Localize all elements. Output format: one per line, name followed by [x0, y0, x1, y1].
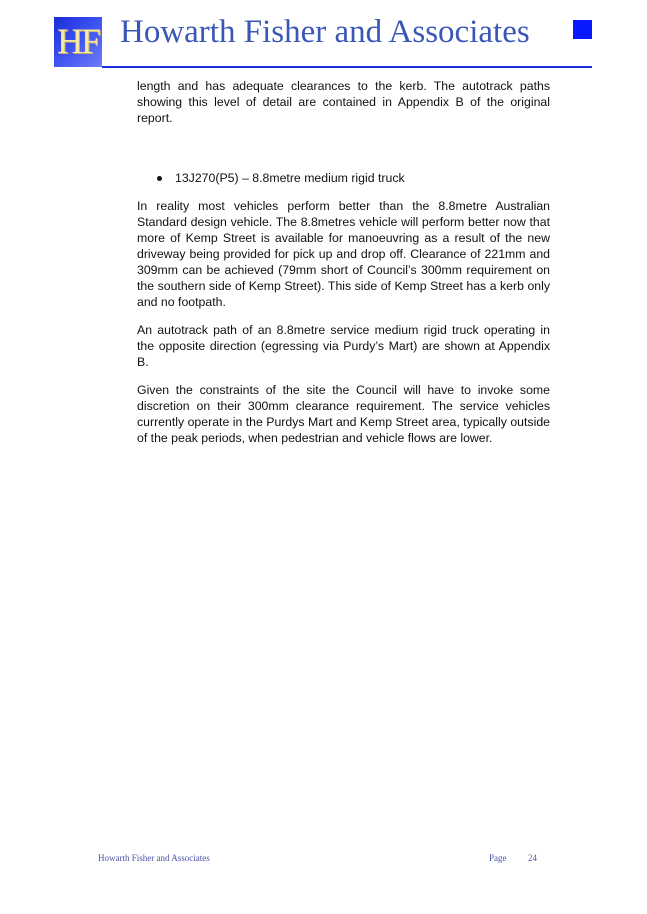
- paragraph-3: An autotrack path of an 8.8metre service medium rigid truck operating in the opposite direction (egressing via Purdy’s Mart) are shown at Appendix B.: [137, 323, 550, 369]
- document-body: [137, 78, 550, 446]
- footer-company-name: Howarth Fisher and Associates: [98, 853, 210, 863]
- footer-page-number: 24: [528, 853, 537, 863]
- header-square-decoration: [573, 20, 592, 39]
- logo-monogram: HF: [56, 21, 100, 61]
- bullet-icon: [157, 176, 162, 181]
- bullet-list-item: [137, 170, 550, 186]
- paragraph-2: In reality most vehicles perform better than the 8.8metre Australian Standard design vehicle. The 8.8metres vehicle will perform better now that more of Kemp Street is available for manoeuvring as a result of the new driveway being provided for pick up and drop off. Clearance of 221mm and 309mm can be achieved (79mm short of Council’s 300mm requirement on the southern side of Kemp Street). This side of Kemp Street has a kerb only and no footpath.: [137, 199, 550, 309]
- paragraph-1: length and has adequate clearances to the kerb. The autotrack paths showing this level of detail are contained in Appendix B of the original report.: [137, 79, 550, 125]
- footer-page-label: Page: [489, 853, 507, 863]
- paragraph-4: Given the constraints of the site the Council will have to invoke some discretion on their 300mm clearance requirement. The service vehicles currently operate in the Purdys Mart and Kemp Street area, typically outside of the peak periods, when pedestrian and vehicle flows are lower.: [137, 383, 550, 445]
- header-title: Howarth Fisher and Associates: [120, 14, 530, 50]
- company-logo: [54, 17, 102, 67]
- header-rule: [102, 66, 592, 68]
- bullet-item-text: 13J270(P5) – 8.8metre medium rigid truck: [175, 171, 405, 185]
